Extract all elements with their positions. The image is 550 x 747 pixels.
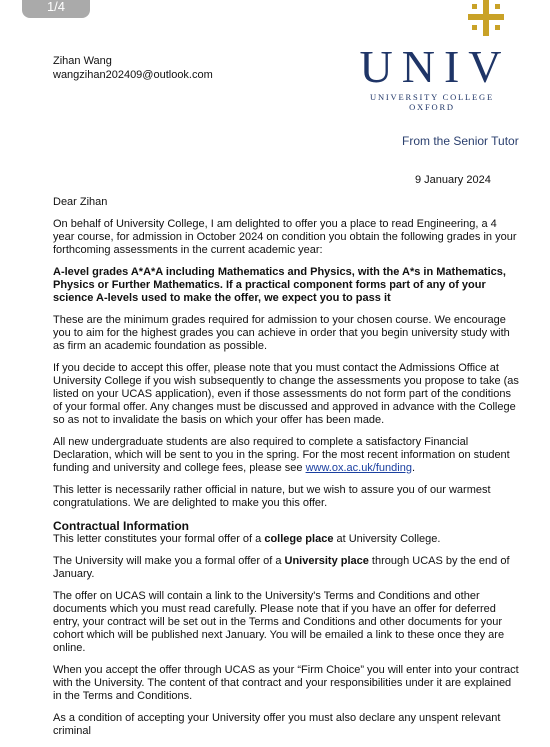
letter-body: [53, 196, 519, 747]
congratulations-paragraph: This letter is necessarily rather official in nature, but we wish to assure you of our warmest congratulations. We are delighted to make you this offer.: [53, 484, 491, 509]
contractual-heading: Contractual Information: [53, 519, 190, 533]
criminal-declaration-paragraph: As a condition of accepting your University offer you must also declare any unspent relevant criminal: [53, 712, 501, 737]
college-logo: [347, 41, 517, 112]
letter-date: 9 January 2024: [415, 174, 491, 186]
firm-choice-paragraph: When you accept the offer through UCAS as your “Firm Choice” you will enter into your contract with the University. The content of that contract and your responsibilities under it are explained in the Terms and Conditions.: [53, 664, 519, 702]
college-place-paragraph: This letter constitutes your formal offer of a college place at University College.: [53, 533, 441, 545]
recipient-address: [53, 54, 213, 82]
assessments-paragraph: If you decide to accept this offer, please note that you must contact the Admissions Office at University College if you wish subsequently to change the assessments you propose to take (as listed on your UCAS application), even if those assessments do not form part of the conditions of your formal offer. Any changes must be discussed and approved in advance with the College so as not to invalidate the basis on which your offer has been made.: [53, 362, 519, 426]
recipient-name: Zihan Wang: [53, 55, 112, 67]
funding-link[interactable]: www.ox.ac.uk/funding: [305, 462, 412, 474]
salutation: Dear Zihan: [53, 196, 108, 208]
logo-wordmark: UNIV: [359, 41, 511, 92]
offer-conditions: A-level grades A*A*A including Mathematics and Physics, with the A*s in Mathematics, Physics or Further Mathematics. If a practical component forms part of any of your science A-levels used to make the offer, we expect you to pass it: [53, 266, 506, 304]
financial-paragraph: All new undergraduate students are also required to complete a satisfactory Financial Declaration, which will be sent to you in the spring. For the most recent information on student funding and university and college fees, please see www.ox.ac.uk/funding.: [53, 436, 510, 474]
ucas-terms-paragraph: The offer on UCAS will contain a link to the University's Terms and Conditions and other documents which you must read carefully. Please note that if you have an offer for deferred entry, your contract will be set out in the Terms and Conditions and other documents for your cohort which will be published next January. You will be emailed a link to these once they are online.: [53, 590, 505, 654]
college-crest-icon: [466, 0, 506, 38]
minimum-grades-paragraph: These are the minimum grades required for admission to your chosen course. We encourage you to aim for the highest grades you can achieve in order that you begin university study with as firm an academic foundation as possible.: [53, 314, 510, 352]
logo-subtitle: UNIVERSITY COLLEGE OXFORD: [370, 92, 494, 112]
page-indicator: 1/4: [22, 0, 90, 18]
sender-line: From the Senior Tutor: [402, 134, 519, 148]
recipient-email: wangzihan202409@outlook.com: [53, 69, 213, 81]
university-place-paragraph: The University will make you a formal offer of a University place through UCAS by the end of January.: [53, 555, 510, 580]
offer-paragraph: On behalf of University College, I am delighted to offer you a place to read Engineering, a 4 year course, for admission in October 2024 on condition you obtain the following grades in your forthcoming assessments in the current academic year:: [53, 218, 517, 256]
